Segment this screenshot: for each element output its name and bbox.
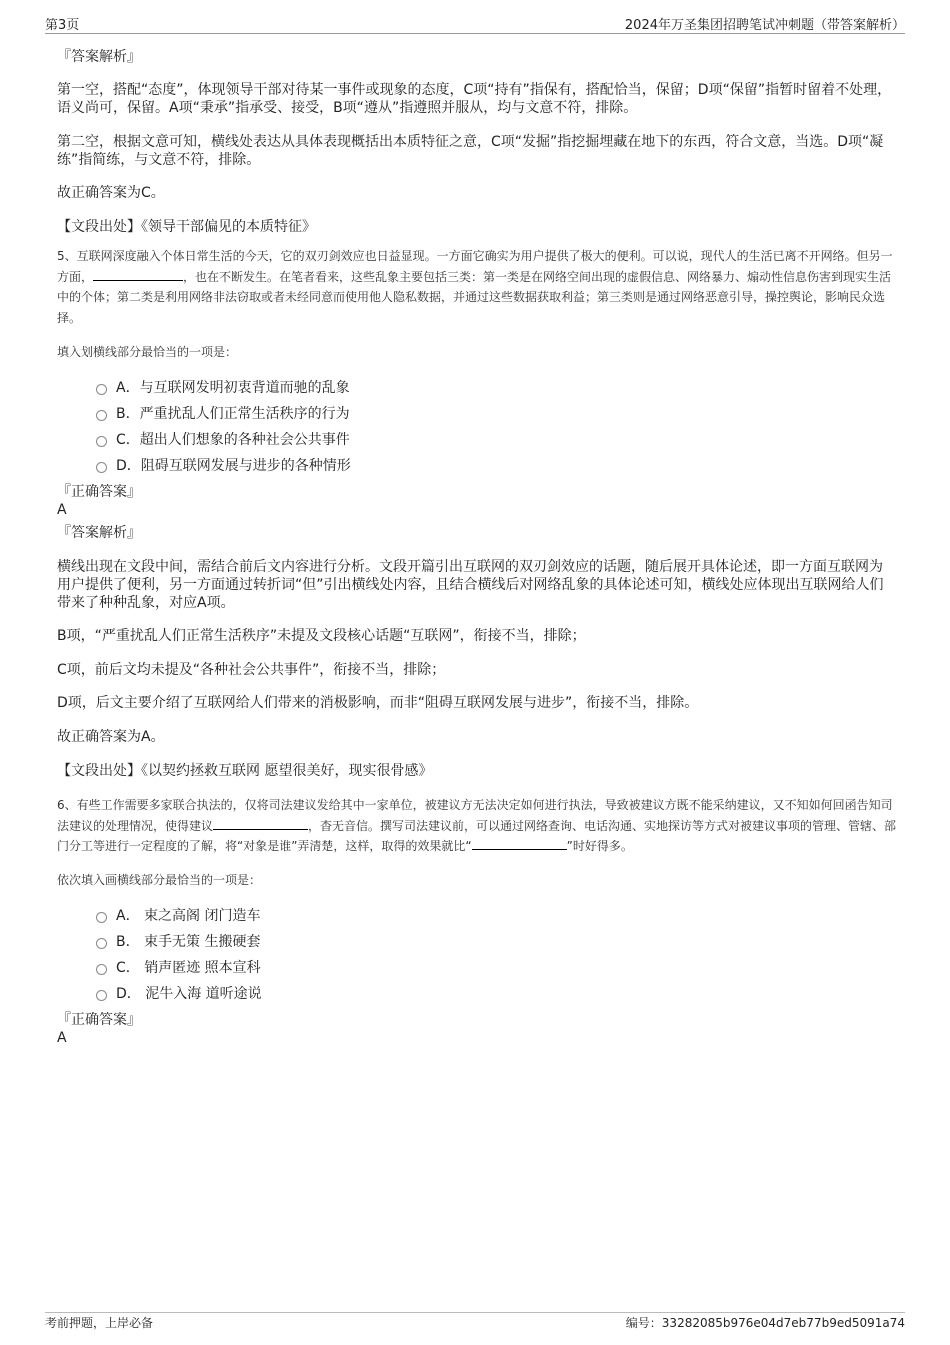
analysis-paragraph: B项，“严重扰乱人们正常生活秩序”未提及文段核心话题“互联网”，衔接不当，排除；: [57, 628, 586, 644]
option-label: C．超出人们想象的各种社会公共事件: [116, 432, 350, 448]
answer-blank: [213, 817, 308, 830]
question-prompt: 依次填入画横线部分最恰当的一项是：: [57, 873, 262, 887]
answer-conclusion: 故正确答案为C。: [57, 185, 165, 201]
option-label: D．阻碍互联网发展与进步的各种情形: [116, 458, 351, 474]
analysis-paragraph: D项，后文主要介绍了互联网给人们带来的消极影响，而非“阻碍互联网发展与进步”，衔接不当，排除。: [57, 695, 699, 711]
option-label: A． 束之高阁 闭门造车: [116, 908, 261, 924]
option-a[interactable]: [96, 905, 260, 925]
analysis-paragraph: 第一空，搭配“态度”，体现领导干部对待某一事件或现象的态度，C项“持有”指保有，搭配恰当，保留；D项“保留”指暂时留着不处理，语义尚可，保留。A项“秉承”指承受、接受，B项“遵从”指遵照并服从，均与文意不符，排除。: [57, 82, 892, 116]
radio-icon[interactable]: [96, 938, 107, 949]
option-c[interactable]: [96, 429, 350, 449]
option-d[interactable]: [96, 983, 262, 1003]
answer-blank: [93, 268, 183, 281]
radio-icon[interactable]: [96, 436, 107, 447]
correct-answer: A: [57, 1030, 67, 1046]
correct-answer-label: 『正确答案』: [57, 1012, 141, 1028]
analysis-label: 『答案解析』: [57, 49, 141, 65]
correct-answer: A: [57, 502, 67, 518]
analysis-label: 『答案解析』: [57, 525, 141, 541]
radio-icon[interactable]: [96, 964, 107, 975]
answer-blank: [472, 837, 567, 850]
document-id: 编号：33282085b976e04d7eb77b9ed5091a74: [625, 1316, 905, 1330]
option-label: C． 销声匿迹 照本宣科: [116, 960, 261, 976]
question-6-text: 6、有些工作需要多家联合执法的，仅将司法建议发给其中一家单位，被建议方无法决定如何进行执法，导致被建议方既不能采纳建议，又不知如何回函告知司法建议的处理情况，使得建议 ，杳无音信。撰写司法建议前，可以通过网络查询、电话沟通、实地探访等方式对被建议事项的管理、管辖、部门分工等进行一定程度的了解，将“对象是谁”弄清楚，这样，取得的效果就比“ ”时好得多。: [57, 798, 897, 853]
radio-icon[interactable]: [96, 990, 107, 1001]
option-c[interactable]: [96, 957, 261, 977]
page-number: 第3页: [45, 18, 80, 33]
option-label: B． 束手无策 生搬硬套: [116, 934, 261, 950]
header-divider: [45, 33, 905, 34]
footer-divider: [45, 1312, 905, 1313]
option-b[interactable]: [96, 403, 350, 423]
radio-icon[interactable]: [96, 462, 107, 473]
correct-answer-label: 『正确答案』: [57, 484, 141, 500]
source-citation: 【文段出处】《领导干部偏见的本质特征》: [57, 219, 316, 235]
option-label: B．严重扰乱人们正常生活秩序的行为: [116, 406, 350, 422]
question-prompt: 填入划横线部分最恰当的一项是：: [57, 345, 238, 359]
radio-icon[interactable]: [96, 912, 107, 923]
document-title: 2024年万圣集团招聘笔试冲刺题（带答案解析）: [624, 18, 905, 33]
option-b[interactable]: [96, 931, 261, 951]
option-label: D． 泥牛入海 道听途说: [116, 986, 262, 1002]
question-5-text: 5、互联网深度融入个体日常生活的今天，它的双刃剑效应也日益显现。一方面它确实为用户提供了极大的便利。可以说，现代人的生活已离不开网络。但另一方面， ，也在不断发生。在笔者看来，这些乱象主要包括三类：第一类是在网络空间出现的虚假信息、网络暴力、煽动性信息伤害到现实生活中的个体；第二类是利用网络非法窃取或者未经同意而使用他人隐私数据，并通过这些数据获取利益；第三类则是通过网络恶意引导，操控舆论，影响民众选择。: [57, 249, 893, 325]
analysis-paragraph: C项，前后文均未提及“各种社会公共事件”，衔接不当，排除；: [57, 662, 446, 678]
analysis-paragraph: 第二空，根据文意可知，横线处表达从具体表现概括出本质特征之意，C项“发掘”指挖掘埋藏在地下的东西，符合文意，当选。D项“凝练”指简练，与文意不符，排除。: [57, 134, 884, 168]
footer-slogan: 考前押题，上岸必备: [45, 1316, 154, 1330]
source-citation: 【文段出处】《以契约拯救互联网 愿望很美好，现实很骨感》: [57, 763, 433, 779]
radio-icon[interactable]: [96, 410, 107, 421]
option-d[interactable]: [96, 455, 351, 475]
analysis-paragraph: 横线出现在文段中间，需结合前后文内容进行分析。文段开篇引出互联网的双刃剑效应的话题，随后展开具体论述，即一方面互联网为用户提供了便利，另一方面通过转折词“但”引出横线处内容，且结合横线后对网络乱象的具体论述可知，横线处应体现出互联网给人们带来了种种乱象，对应A项。: [57, 559, 884, 611]
answer-conclusion: 故正确答案为A。: [57, 729, 165, 745]
radio-icon[interactable]: [96, 384, 107, 395]
option-label: A．与互联网发明初衷背道而驰的乱象: [116, 380, 350, 396]
option-a[interactable]: [96, 377, 350, 397]
